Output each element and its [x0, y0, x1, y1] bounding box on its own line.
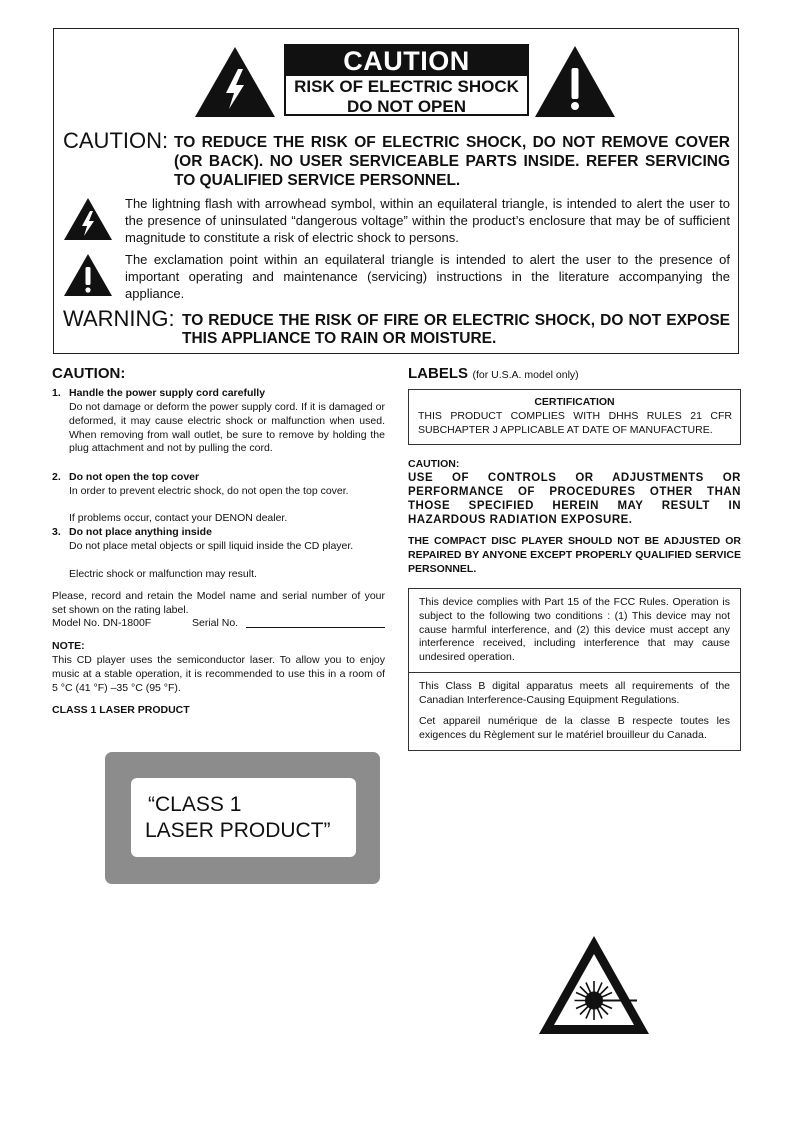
lightning-triangle-icon: [63, 197, 113, 241]
item-3-body: Do not place metal objects or spill liquid inside the CD player.: [69, 540, 354, 552]
banner-title: CAUTION: [286, 46, 527, 76]
caution-statement-line-3: TO QUALIFIED SERVICE PERSONNEL.: [174, 172, 461, 189]
item-1-number: 1.: [52, 387, 61, 399]
canada-french-text: Cet appareil numérique de la classe B respecte toutes les exigences du Règlement sur le matériel brouilleur du Canada.: [419, 715, 730, 741]
item-1-title: Handle the power supply cord carefully: [69, 387, 266, 399]
radiation-caution-text: USE OF CONTROLS OR ADJUSTMENTS OR PERFORMANCE OF PROCEDURES OTHER THAN THOSE SPECIFIED HEREIN MAY RESULT IN HAZARDOUS RADIATION EXPOSURE.: [408, 472, 741, 526]
banner-line-2: DO NOT OPEN: [346, 97, 466, 116]
warning-statement-line-1: TO REDUCE THE RISK OF FIRE OR ELECTRIC SHOCK, DO NOT EXPOSE: [182, 312, 730, 329]
class-1-label-line-2: LASER PRODUCT”: [145, 819, 331, 842]
service-personnel-text: THE COMPACT DISC PLAYER SHOULD NOT BE ADJUSTED OR REPAIRED BY ANYONE EXCEPT PROPERLY QUALIFIED SERVICE PERSONNEL.: [408, 535, 741, 575]
model-number: Model No. DN-1800F: [52, 617, 152, 629]
exclamation-triangle-icon: [63, 253, 113, 297]
serial-number-line: [246, 627, 385, 628]
warning-label: WARNING:: [63, 306, 175, 331]
fcc-canada-box: [408, 588, 741, 751]
caution-statement-line-2: (OR BACK). NO USER SERVICEABLE PARTS INSIDE. REFER SERVICING: [174, 153, 730, 170]
certification-title: CERTIFICATION: [534, 396, 615, 408]
labels-heading-row: [408, 365, 579, 383]
class-1-laser-label: [105, 752, 380, 884]
item-2-extra: If problems occur, contact your DENON dealer.: [69, 512, 288, 524]
exclamation-warning-icon: [533, 44, 617, 119]
electric-shock-warning-icon: [193, 45, 277, 119]
serial-number-label: Serial No.: [192, 617, 239, 629]
labels-heading: LABELS: [408, 365, 468, 382]
box-divider: [409, 672, 740, 673]
record-instructions: Please, record and retain the Model name and serial number of your set shown on the rating label.: [52, 590, 385, 616]
item-2-title: Do not open the top cover: [69, 471, 200, 483]
item-3-extra: Electric shock or malfunction may result.: [69, 568, 257, 580]
certification-text: THIS PRODUCT COMPLIES WITH DHHS RULES 21 CFR SUBCHAPTER J APPLICABLE AT DATE OF MANUFACTURE.: [418, 410, 732, 436]
class-1-label-inner: [131, 778, 356, 857]
note-text: This CD player uses the semiconductor laser. To allow you to enjoy music at a stable operation, it is recommended to use this in a room of 5 °C (41 °F) –35 °C (95 °F).: [52, 654, 385, 694]
item-1-body: Do not damage or deform the power supply cord. If it is damaged or deformed, it may cause electric shock or malfunction when used. When removing from wall outlet, be sure to remove by holding the plug attachment and not by pulling the cord.: [69, 401, 385, 455]
canada-english-text: This Class B digital apparatus meets all requirements of the Canadian Interference-Causing Equipment Regulations.: [419, 680, 730, 706]
laser-radiation-warning-icon: [537, 934, 651, 1036]
lightning-explanation: The lightning flash with arrowhead symbol, within an equilateral triangle, is intended to alert the user to the presence of uninsulated “dangerous voltage” within the product’s enclosure that may be of sufficient magnitude to constitute a risk of electric shock to persons.: [125, 196, 730, 245]
certification-box: [408, 389, 741, 445]
class-1-label-line-1: “CLASS 1: [148, 793, 242, 816]
caution-label: CAUTION:: [63, 128, 169, 153]
note-heading: NOTE:: [52, 640, 85, 652]
labels-note: (for U.S.A. model only): [472, 369, 579, 381]
banner-line-1: RISK OF ELECTRIC SHOCK: [294, 77, 519, 96]
exclamation-explanation: The exclamation point within an equilateral triangle is intended to alert the user to the presence of important operating and maintenance (servicing) instructions in the literature accompanying the appliance.: [125, 252, 730, 301]
left-caution-heading: CAUTION:: [52, 365, 126, 382]
item-3-title: Do not place anything inside: [69, 526, 212, 538]
caution-statement-line-1: TO REDUCE THE RISK OF ELECTRIC SHOCK, DO NOT REMOVE COVER: [174, 134, 730, 151]
warning-statement-line-2: THIS APPLIANCE TO RAIN OR MOISTURE.: [182, 330, 497, 347]
item-2-number: 2.: [52, 471, 61, 483]
right-caution-heading: CAUTION:: [408, 458, 460, 470]
fcc-compliance-text: This device complies with Part 15 of the FCC Rules. Operation is subject to the following two conditions : (1) This device may not cause harmful interference, and (2) this device must accept any interference received, including interference that may cause undesired operation.: [419, 596, 730, 664]
caution-banner: [284, 44, 529, 116]
class-1-heading: CLASS 1 LASER PRODUCT: [52, 704, 190, 716]
item-2-body: In order to prevent electric shock, do not open the top cover.: [69, 485, 349, 497]
item-3-number: 3.: [52, 526, 61, 538]
